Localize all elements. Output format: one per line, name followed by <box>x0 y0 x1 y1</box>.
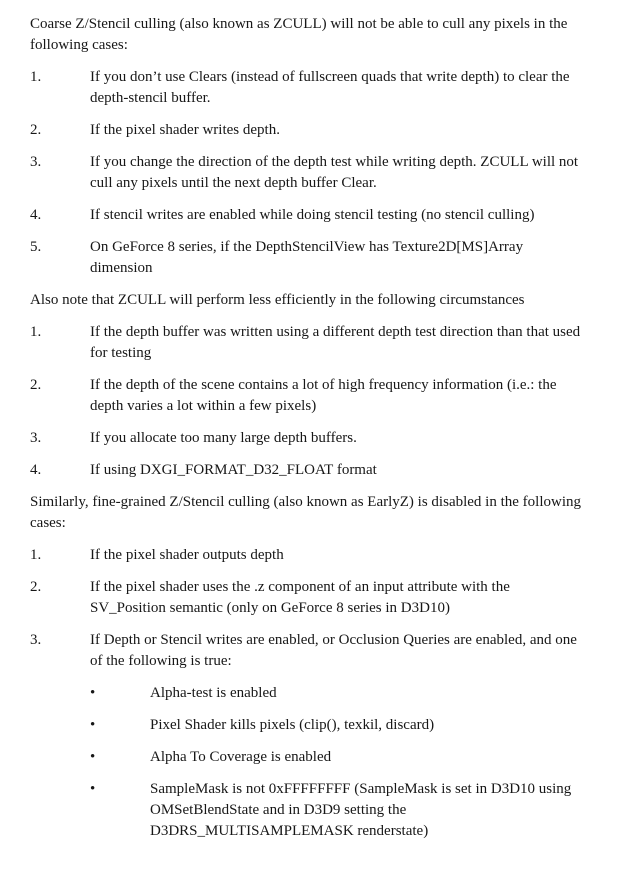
list-item <box>30 120 588 141</box>
bullet-item-text: Alpha To Coverage is enabled <box>150 749 332 765</box>
list-marker: 4. <box>30 207 42 223</box>
list-item-text: If you allocate too many large depth buffers. <box>90 430 357 446</box>
bullet-icon: • <box>90 781 96 797</box>
list-marker: 3. <box>30 632 42 648</box>
list-item <box>30 322 588 364</box>
list-marker: 1. <box>30 547 42 563</box>
list-item-text: If the depth of the scene contains a lot of high frequency information (i.e.: the depth varies a lot within a few pixels) <box>90 377 557 414</box>
bullet-item <box>30 715 588 736</box>
list-marker: 2. <box>30 122 42 138</box>
list-marker: 2. <box>30 579 42 595</box>
list-item-text: If using DXGI_FORMAT_D32_FLOAT format <box>90 462 377 478</box>
list-item <box>30 428 588 449</box>
list-item <box>30 152 588 194</box>
list-item <box>30 577 588 619</box>
list-item-text: If you don’t use Clears (instead of fullscreen quads that write depth) to clear the depth-stencil buffer. <box>90 69 570 106</box>
bullet-icon: • <box>90 685 96 701</box>
list-item-text: If the depth buffer was written using a different depth test direction than that used for testing <box>90 324 581 361</box>
paragraph: Also note that ZCULL will perform less efficiently in the following circumstances <box>30 292 525 308</box>
list-item <box>30 375 588 417</box>
list-marker: 4. <box>30 462 42 478</box>
list-marker: 2. <box>30 377 42 393</box>
list-item-text: If Depth or Stencil writes are enabled, or Occlusion Queries are enabled, and one of the following is true: <box>90 632 577 669</box>
list-item <box>30 237 588 279</box>
list-marker: 5. <box>30 239 42 255</box>
bullet-icon: • <box>90 749 96 765</box>
list-item-text: If the pixel shader outputs depth <box>90 547 284 563</box>
list-marker: 3. <box>30 430 42 446</box>
bullet-icon: • <box>90 717 96 733</box>
bullet-item-text: Pixel Shader kills pixels (clip(), texkil, discard) <box>150 717 435 733</box>
list-item <box>30 630 588 672</box>
list-item <box>30 545 588 566</box>
list-item <box>30 460 588 481</box>
bullet-item <box>30 747 588 768</box>
list-item-text: If stencil writes are enabled while doing stencil testing (no stencil culling) <box>90 207 535 223</box>
list-item <box>30 67 588 109</box>
paragraph: Similarly, fine-grained Z/Stencil culling (also known as EarlyZ) is disabled in the following cases: <box>30 494 581 531</box>
list-item-text: If you change the direction of the depth test while writing depth. ZCULL will not cull any pixels until the next depth buffer Clear. <box>90 154 579 191</box>
bullet-item-text: Alpha-test is enabled <box>150 685 277 701</box>
list-item <box>30 205 588 226</box>
paragraph: Coarse Z/Stencil culling (also known as ZCULL) will not be able to cull any pixels in the following cases: <box>30 16 568 53</box>
bullet-item <box>30 683 588 704</box>
bullet-item <box>30 779 588 842</box>
list-marker: 1. <box>30 69 42 85</box>
list-marker: 3. <box>30 154 42 170</box>
list-item-text: If the pixel shader uses the .z component of an input attribute with the SV_Position semantic (only on GeForce 8 series in D3D10) <box>90 579 510 616</box>
list-marker: 1. <box>30 324 42 340</box>
list-item-text: On GeForce 8 series, if the DepthStencilView has Texture2D[MS]Array dimension <box>90 239 524 276</box>
bullet-item-text: SampleMask is not 0xFFFFFFFF (SampleMask is set in D3D10 using OMSetBlendState and in D3D9 setting the D3DRS_MULTISAMPLEMASK renderstate) <box>150 781 572 839</box>
list-item-text: If the pixel shader writes depth. <box>90 122 280 138</box>
